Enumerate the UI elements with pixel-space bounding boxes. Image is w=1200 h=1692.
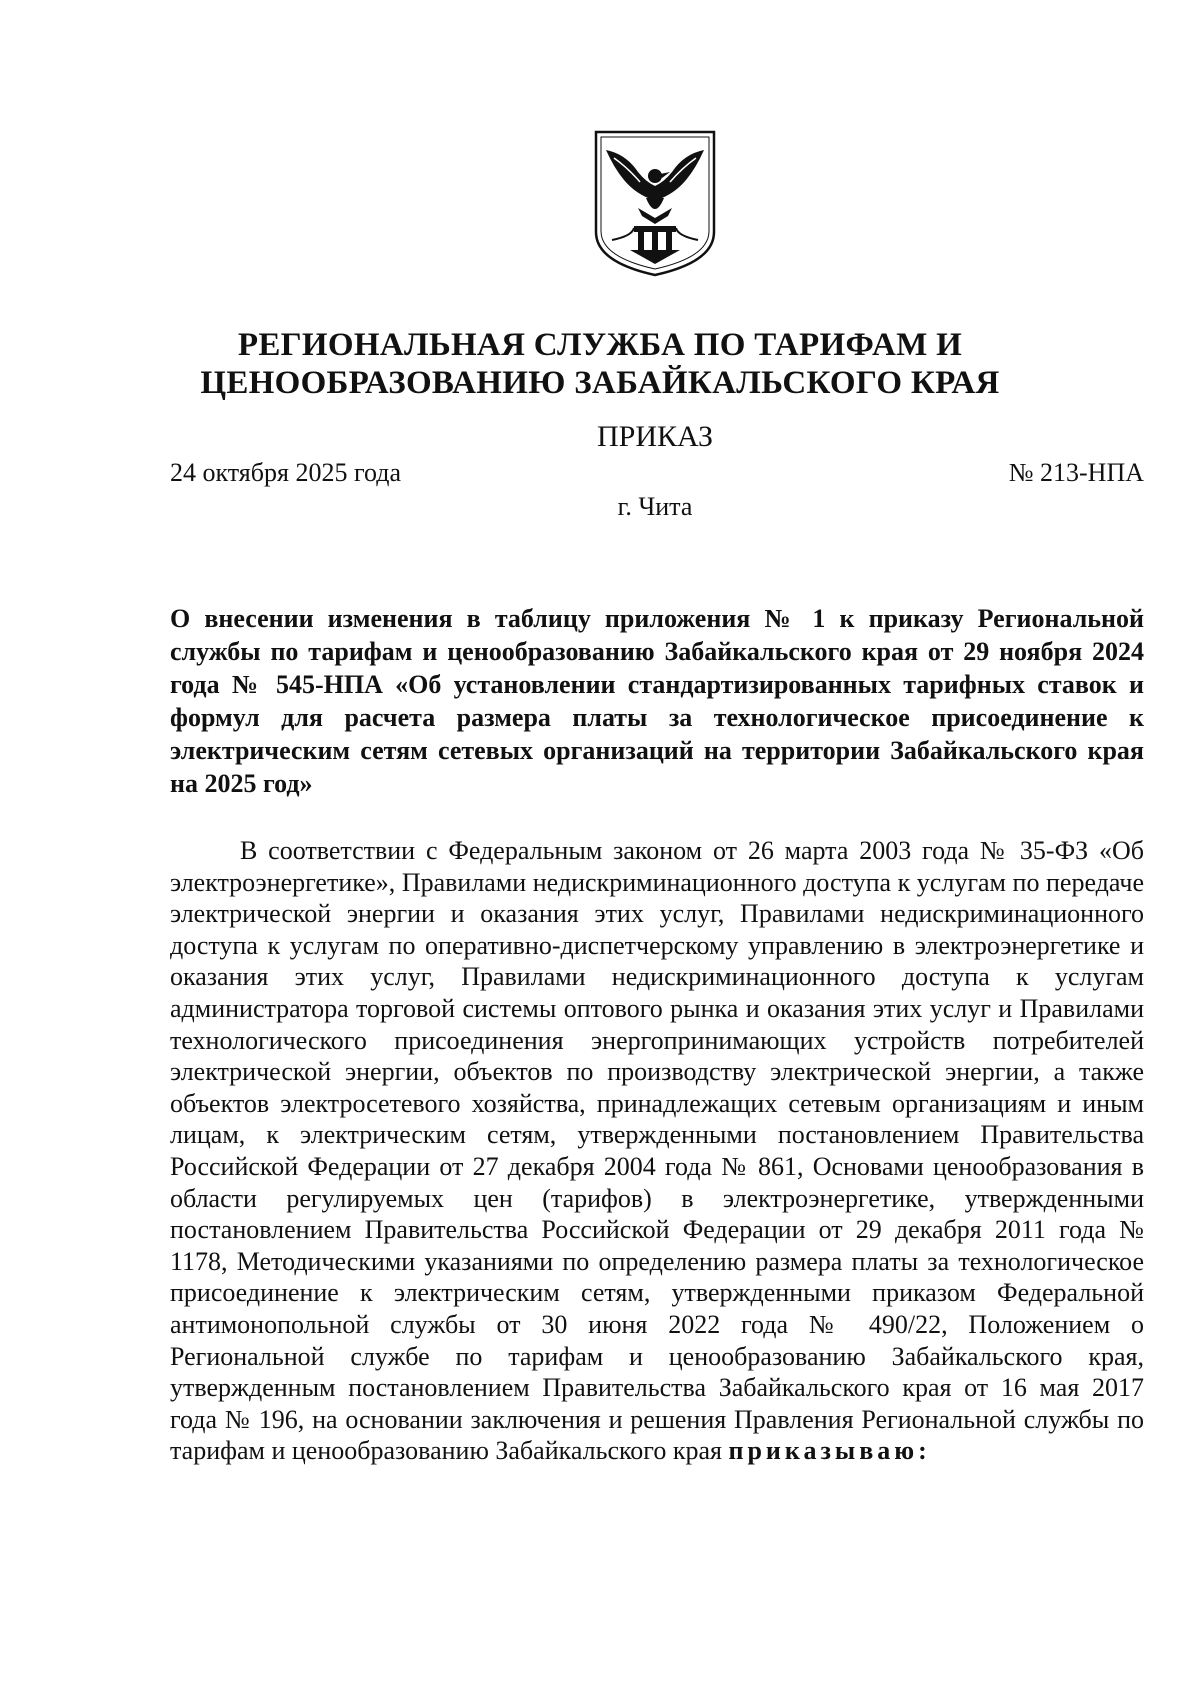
agency-title-line-1: РЕГИОНАЛЬНАЯ СЛУЖБА ПО ТАРИФАМ И bbox=[237, 327, 963, 363]
agency-title bbox=[170, 326, 1030, 402]
document-type: ПРИКАЗ bbox=[597, 420, 713, 453]
order-date: 24 октября 2025 года bbox=[170, 458, 401, 487]
document-subject: О внесении изменения в таблицу приложения № 1 к приказу Региональной службы по тарифам и ценообразованию Забайкальского края от 29 ноября 2024 года № 545-НПА «Об установлении стандартизированных тарифных ставок и формул для расчета размера платы за технологическое присоединение к электрическим сетям сетевых организаций на территории Забайкальского края на 2025 год» bbox=[170, 604, 1144, 798]
body-closing: приказываю: bbox=[728, 1436, 931, 1466]
agency-title-line-2: ЦЕНООБРАЗОВАНИЮ ЗАБАЙКАЛЬСКОГО КРАЯ bbox=[200, 365, 1000, 401]
coat-of-arms-icon bbox=[592, 128, 718, 278]
body-text: В соответствии с Федеральным законом от 26 марта 2003 года № 35-ФЗ «Об электроэнергетике», Правилами недискриминационного доступа к услугам по передаче электрической энергии и оказания этих услуг, Правилами недискриминационного доступа к услугам по оперативно-диспетчерскому управлению в электроэнергетике и оказания этих услуг, Правилами недискриминационного доступа к услугам администратора торговой системы оптового рынка и оказания этих услуг и Правилами технологического присоединения энергопринимающих устройств потребителей электрической энергии, объектов по производству электрической энергии, а также объектов электросетевого хозяйства, принадлежащих сетевым организациям и иным лицам, к электрическим сетям, утвержденными постановлением Правительства Российской Федерации от 27 декабря 2004 года № 861, Основами ценообразования в области регулируемых цен (тарифов) в электроэнергетике, утвержденными постановлением Правительства Российской Федерации от 29 декабря 2011 года № 1178, Методическими указаниями по определению размера платы за технологическое присоединение к электрическим сетям, утвержденными приказом Федеральной антимонопольной службы от 30 июня 2022 года № 490/22, Положением о Региональной службе по тарифам и ценообразованию Забайкальского края, утвержденным постановлением Правительства Забайкальского края от 16 мая 2017 года № 196, на основании заключения и решения Правления Региональной службы по тарифам и ценообразованию Забайкальского края bbox=[170, 836, 1144, 1466]
document-body bbox=[170, 835, 1144, 1467]
order-number: № 213-НПА bbox=[1008, 458, 1144, 487]
order-city: г. Чита bbox=[617, 492, 693, 521]
